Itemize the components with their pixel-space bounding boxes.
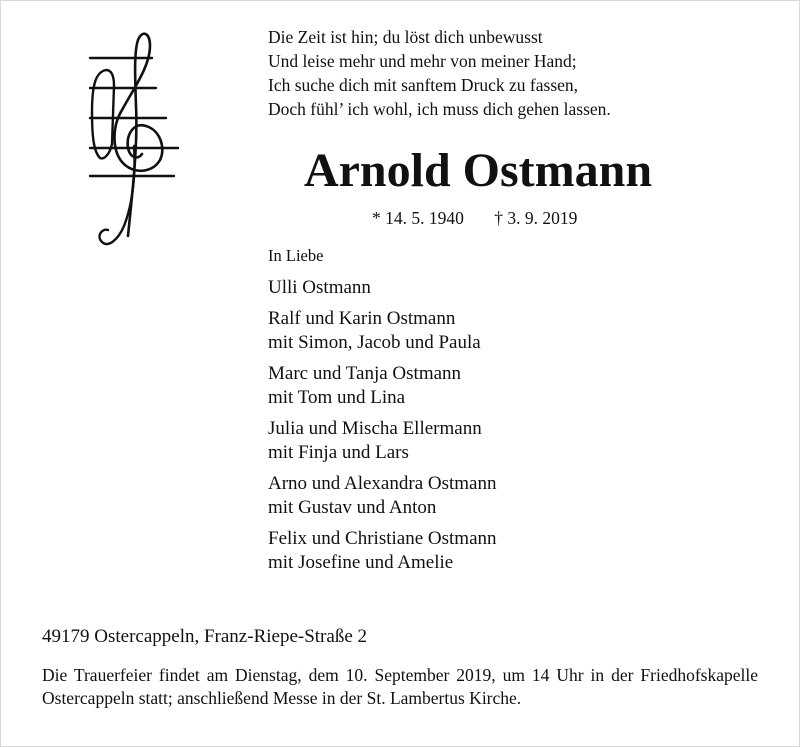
mourner-line: Arno und Alexandra Ostmann <box>268 473 497 494</box>
mourner-entry <box>268 362 497 410</box>
poem-line: Doch fühl’ ich wohl, ich muss dich gehen lassen. <box>268 99 611 119</box>
life-dates <box>372 206 577 230</box>
mourner-line: Marc und Tanja Ostmann <box>268 363 462 384</box>
deceased-name: Arnold Ostmann <box>303 144 653 197</box>
love-intro: In Liebe <box>268 246 324 265</box>
mourner-line: mit Finja und Lars <box>268 442 409 463</box>
mourner-line: mit Josefine und Amelie <box>268 552 454 573</box>
mourner-line: Julia und Mischa Ellermann <box>268 418 482 439</box>
mourner-entry <box>268 307 497 355</box>
mourner-entry <box>268 276 497 300</box>
mourner-entry <box>268 527 497 575</box>
mourner-line: Felix und Christiane Ostmann <box>268 528 497 549</box>
treble-clef-icon <box>82 26 186 262</box>
mourner-line: Ulli Ostmann <box>268 277 371 298</box>
mourner-line: mit Gustav und Anton <box>268 497 437 518</box>
address: 49179 Ostercappeln, Franz-Riepe-Straße 2 <box>42 626 368 647</box>
mourner-entry <box>268 472 497 520</box>
poem-line: Die Zeit ist hin; du löst dich unbewusst <box>268 27 543 47</box>
birth-date: * 14. 5. 1940 <box>372 208 464 228</box>
mourner-line: mit Tom und Lina <box>268 387 406 408</box>
mourners-list <box>268 276 497 582</box>
poem-line: Und leise mehr und mehr von meiner Hand; <box>268 51 577 71</box>
poem-line: Ich suche dich mit sanftem Druck zu fassen, <box>268 75 579 95</box>
mourner-entry <box>268 417 497 465</box>
poem <box>268 25 611 121</box>
mourner-line: mit Simon, Jacob und Paula <box>268 332 481 353</box>
mourner-line: Ralf und Karin Ostmann <box>268 308 456 329</box>
funeral-notice: Die Trauerfeier findet am Dienstag, dem 10. September 2019, um 14 Uhr in der Friedhofskapelle Ostercappeln statt; anschließend Messe in der St. Lambertus Kirche. <box>42 665 758 708</box>
death-date: † 3. 9. 2019 <box>494 208 578 228</box>
